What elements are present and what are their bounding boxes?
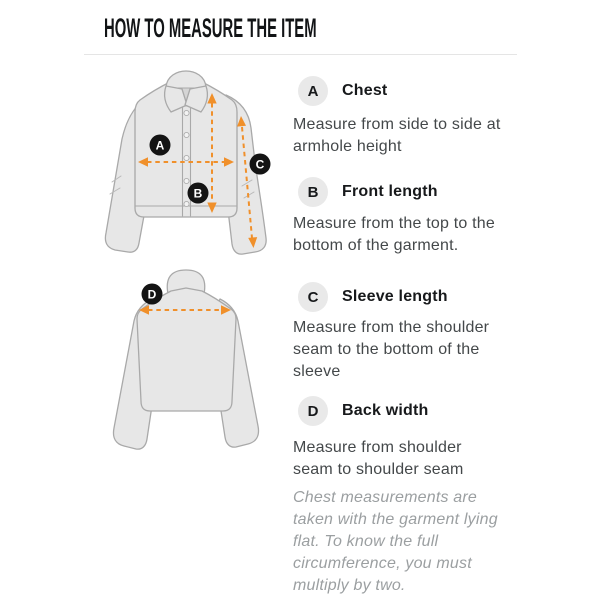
marker-c: [250, 154, 271, 175]
measurement-label-front-length: Front length: [342, 183, 438, 200]
button: [184, 178, 189, 183]
measurement-description-sleeve-length: Measure from the shoulder seam to the bottom of the sleeve: [293, 319, 490, 380]
button: [184, 201, 189, 206]
svg-text:B: B: [193, 186, 203, 201]
button: [184, 132, 189, 137]
measurement-description-back-width: Measure from shoulder seam to shoulder seam: [293, 439, 464, 478]
measurement-item-back-width: [298, 396, 428, 426]
measurement-label-back-width: Back width: [342, 402, 429, 419]
button: [184, 110, 189, 115]
letter-badge-b: B: [298, 177, 328, 207]
letter-badge-c: C: [298, 282, 328, 312]
measurement-note: Chest measurements are taken with the garment lying flat. To know the full circumference, you must multiply by two.: [293, 489, 498, 594]
measurement-item-front-length: [298, 177, 438, 207]
measurement-description-chest: Measure from side to side at armhole height: [293, 116, 501, 155]
svg-text:A: A: [155, 138, 165, 153]
page-title: HOW TO MEASURE THE ITEM: [104, 13, 317, 43]
jacket-front-illustration: [95, 60, 300, 265]
marker-d: [142, 284, 163, 305]
svg-text:C: C: [255, 157, 265, 172]
marker-a: [150, 135, 171, 156]
svg-text:D: D: [147, 287, 157, 302]
measurement-item-chest: [298, 76, 387, 106]
measurement-item-sleeve-length: [298, 282, 448, 312]
letter-badge-d: D: [298, 396, 328, 426]
jacket-front-drawing: [105, 71, 266, 254]
jacket-back-illustration: [95, 262, 300, 487]
measurement-description-front-length: Measure from the top to the bottom of the garment.: [293, 215, 495, 254]
button: [184, 155, 189, 160]
jacket-back-drawing: [113, 270, 258, 449]
divider: [84, 54, 517, 55]
measurement-label-chest: Chest: [342, 82, 388, 99]
letter-badge-a: A: [298, 76, 328, 106]
marker-b: [188, 183, 209, 204]
measurement-label-sleeve-length: Sleeve length: [342, 288, 448, 305]
